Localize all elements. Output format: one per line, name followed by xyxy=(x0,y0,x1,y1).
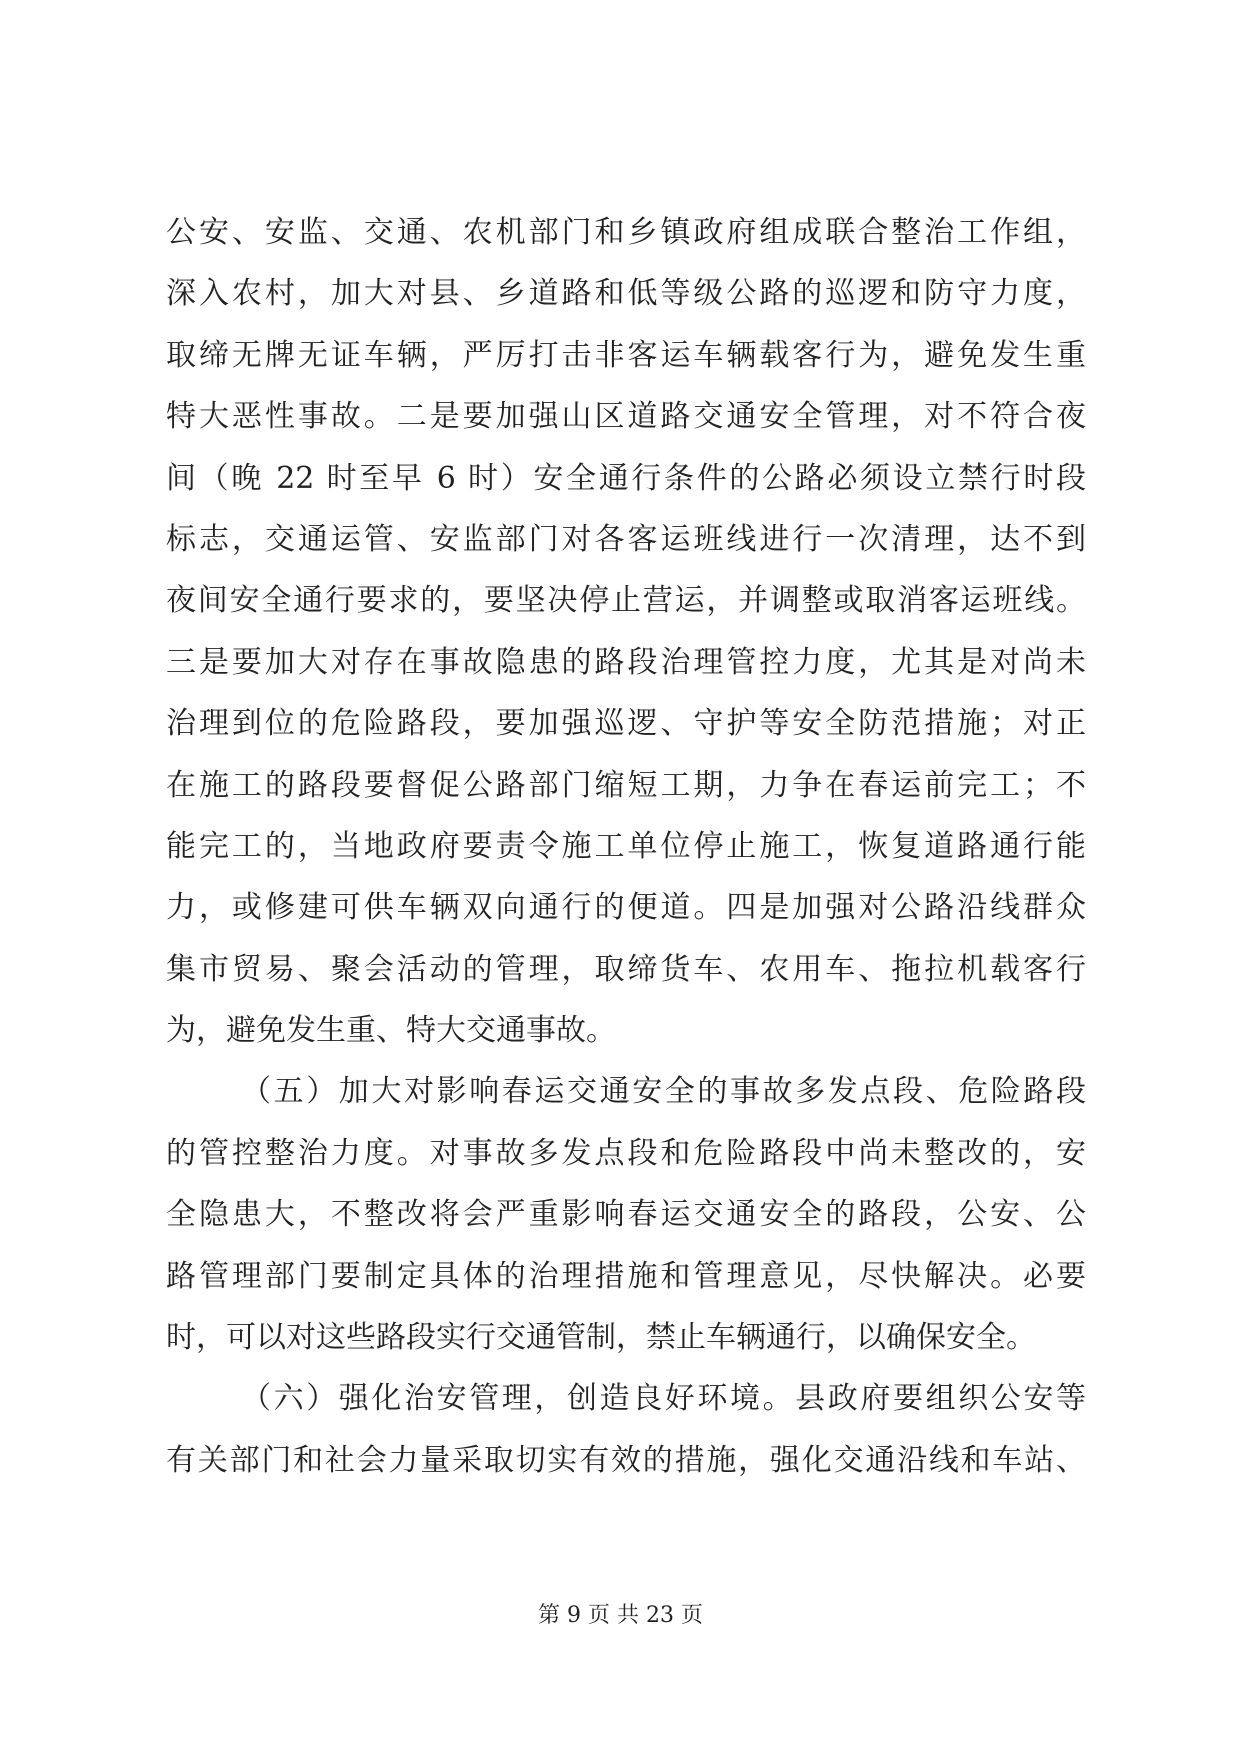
text-line: 深入农村，加大对县、乡道路和低等级公路的巡逻和防守力度， xyxy=(166,276,1086,312)
text-line: 能完工的，当地政府要责令施工单位停止施工，恢复道路通行能 xyxy=(166,828,1086,864)
text-line: 路管理部门要制定具体的治理措施和管理意见，尽快解决。必要 xyxy=(166,1258,1086,1294)
text-line: 集市贸易、聚会活动的管理，取缔货车、农用车、拖拉机载客行 xyxy=(166,951,1086,987)
text-line: 在施工的路段要督促公路部门缩短工期，力争在春运前完工；不 xyxy=(166,767,1086,803)
text-line: 有关部门和社会力量采取切实有效的措施，强化交通沿线和车站、 xyxy=(166,1442,1086,1478)
text-line: 为，避免发生重、特大交通事故。 xyxy=(166,1013,616,1049)
text-line: 时，可以对这些路段实行交通管制，禁止车辆通行，以确保安全。 xyxy=(166,1320,1036,1356)
text-line: 取缔无牌无证车辆，严厉打击非客运车辆载客行为，避免发生重 xyxy=(166,337,1086,373)
text-line: 全隐患大，不整改将会严重影响春运交通安全的路段，公安、公 xyxy=(166,1197,1086,1233)
text-line: （六）强化治安管理，创造良好环境。县政府要组织公安等 xyxy=(241,1381,1086,1417)
text-line: 治理到位的危险路段，要加强巡逻、守护等安全防范措施；对正 xyxy=(166,706,1086,742)
text-line: 间（晚 22 时至早 6 时）安全通行条件的公路必须设立禁行时段 xyxy=(166,460,1086,496)
text-line: 特大恶性事故。二是要加强山区道路交通安全管理，对不符合夜 xyxy=(166,399,1086,435)
text-line: 标志，交通运管、安监部门对各客运班线进行一次清理，达不到 xyxy=(166,521,1086,557)
document-body xyxy=(166,202,1086,1491)
text-line: 力，或修建可供车辆双向通行的便道。四是加强对公路沿线群众 xyxy=(166,890,1086,926)
text-line: 夜间安全通行要求的，要坚决停止营运，并调整或取消客运班线。 xyxy=(166,583,1086,619)
page-number-footer: 第 9 页 共 23 页 xyxy=(538,1603,703,1628)
text-line: 公安、安监、交通、农机部门和乡镇政府组成联合整治工作组， xyxy=(166,215,1086,250)
text-line: 三是要加大对存在事故隐患的路段治理管控力度，尤其是对尚未 xyxy=(166,644,1086,680)
text-line: （五）加大对影响春运交通安全的事故多发点段、危险路段 xyxy=(241,1074,1086,1110)
text-line: 的管控整治力度。对事故多发点段和危险路段中尚未整改的，安 xyxy=(166,1135,1086,1171)
